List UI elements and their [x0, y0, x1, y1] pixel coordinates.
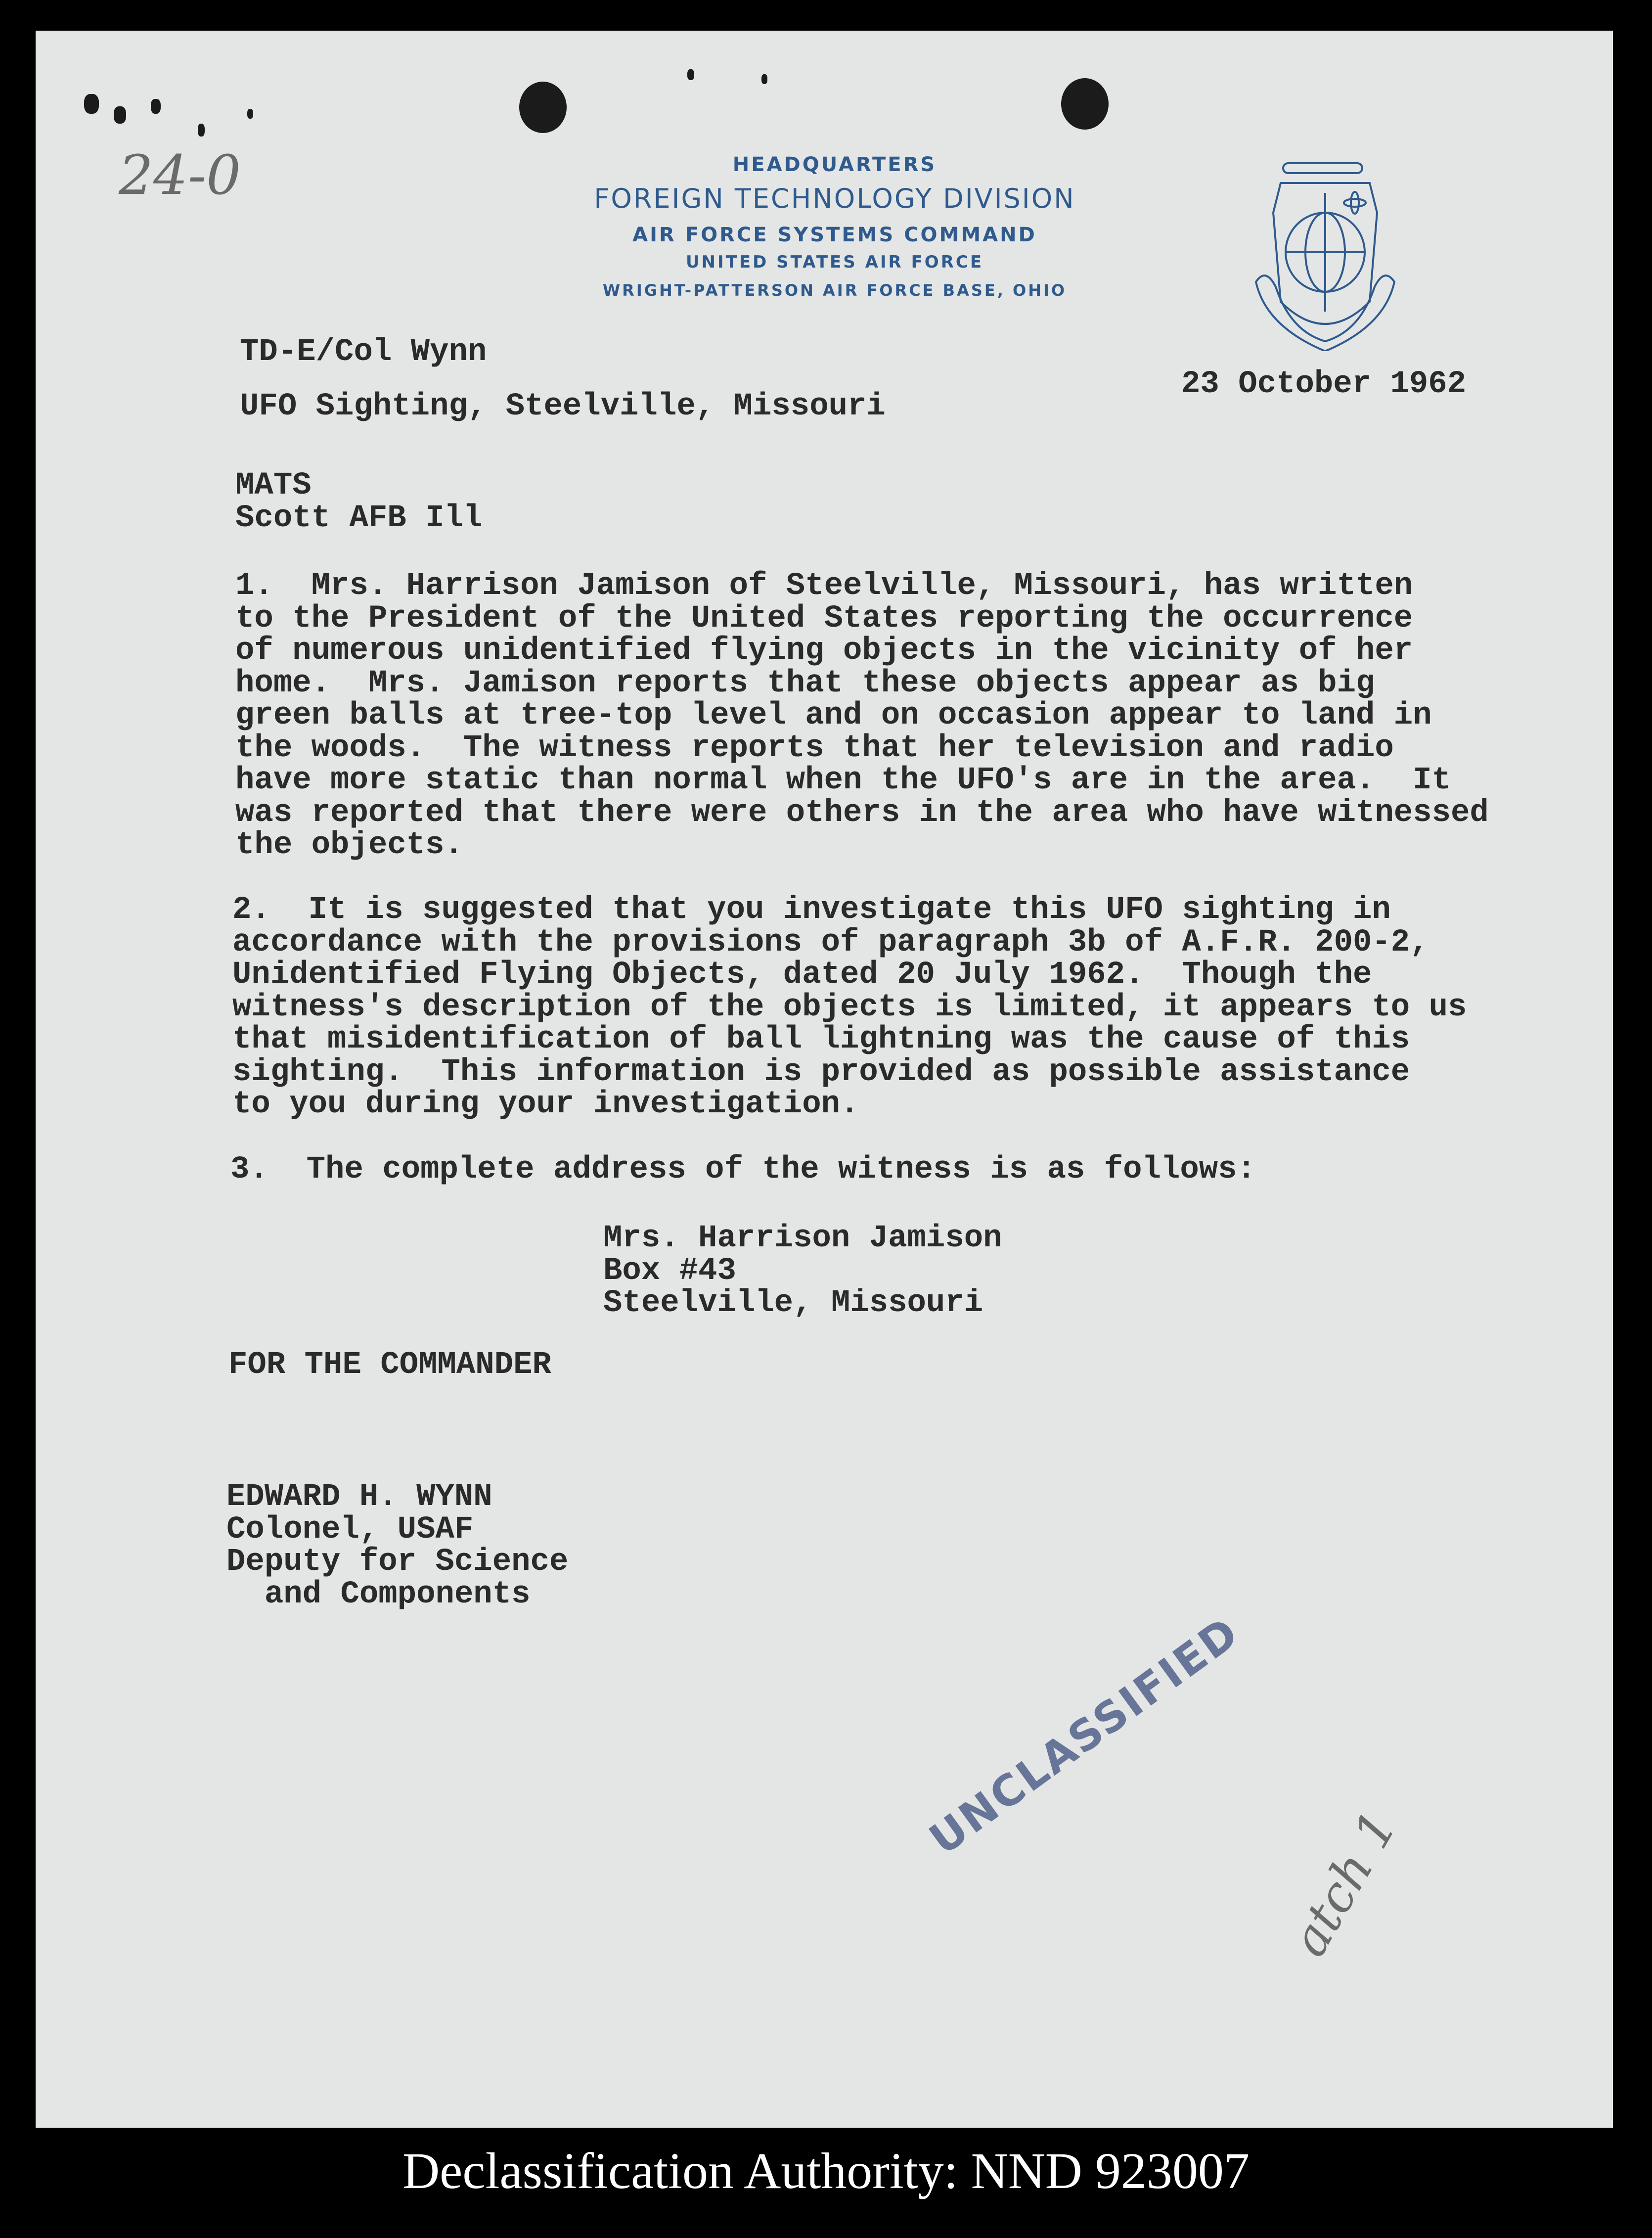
- addressee-line: MATS: [235, 468, 312, 503]
- paper-damage: [151, 99, 161, 114]
- signer-title: Deputy for Science: [226, 1544, 569, 1580]
- signer-rank: Colonel, USAF: [226, 1511, 474, 1548]
- paper-damage: [84, 94, 99, 114]
- addressee: [235, 470, 482, 535]
- text-line: sighting. This information is provided as possible assistance: [232, 1054, 1410, 1090]
- text-line: of numerous unidentified flying objects in the vicinity of her: [235, 633, 1413, 669]
- letter-date: 23 October 1962: [1181, 366, 1467, 402]
- subject-line: UFO Sighting, Steelville, Missouri: [240, 389, 886, 424]
- punch-hole: [519, 82, 567, 133]
- signature-block: [226, 1481, 568, 1611]
- paper-damage: [761, 74, 767, 84]
- text-line: witness's description of the objects is limited, it appears to us: [232, 989, 1467, 1025]
- unclassified-stamp: UNCLASSIFIED: [920, 1607, 1249, 1865]
- paper-damage: [687, 69, 694, 80]
- text-line: to the President of the United States reporting the occurrence: [235, 600, 1413, 637]
- text-line: accordance with the provisions of paragraph 3b of A.F.R. 200-2,: [232, 924, 1429, 960]
- text-line: that misidentification of ball lightning was the cause of this: [232, 1022, 1410, 1057]
- address-line: Mrs. Harrison Jamison: [603, 1221, 1002, 1256]
- addressee-line: Scott AFB Ill: [235, 500, 483, 536]
- ftd-emblem-seal: [1236, 153, 1414, 351]
- text-line: have more static than normal when the UFO's are in the area. It: [235, 763, 1451, 798]
- text-line: the objects.: [235, 827, 463, 863]
- address-line: Steelville, Missouri: [603, 1285, 983, 1321]
- signer-title: and Components: [226, 1576, 531, 1612]
- text-line: home. Mrs. Jamison reports that these objects appear as big: [235, 665, 1375, 701]
- letterhead-command: AIR FORCE SYSTEMS COMMAND: [632, 224, 1037, 246]
- letterhead-division: FOREIGN TECHNOLOGY DIVISION: [594, 183, 1075, 214]
- signer-name: EDWARD H. WYNN: [226, 1479, 492, 1515]
- declassification-caption: Declassification Authority: NND 923007: [402, 2143, 1250, 2199]
- paper-damage: [114, 106, 126, 124]
- paragraph-2: [232, 894, 1467, 1121]
- text-line: was reported that there were others in the area who have witnessed: [235, 795, 1489, 831]
- from-line: TD-E/Col Wynn: [240, 334, 487, 370]
- paper-damage: [247, 109, 253, 119]
- address-line: Box #43: [603, 1253, 736, 1289]
- text-line: 1. Mrs. Harrison Jamison of Steelville, Missouri, has written: [235, 568, 1413, 604]
- witness-address: [603, 1223, 1002, 1320]
- text-line: green balls at tree-top level and on occasion appear to land in: [235, 698, 1432, 733]
- text-line: to you during your investigation.: [232, 1087, 859, 1122]
- closing: FOR THE COMMANDER: [228, 1347, 551, 1383]
- handwritten-attachment-note: atch 1: [1280, 1801, 1408, 1966]
- text-line: 2. It is suggested that you investigate this UFO sighting in: [232, 892, 1391, 928]
- letterhead-usaf: UNITED STATES AIR FORCE: [685, 252, 984, 272]
- text-line: Unidentified Flying Objects, dated 20 July 1962. Though the: [232, 957, 1372, 993]
- letterhead-address: WRIGHT-PATTERSON AIR FORCE BASE, OHIO: [602, 281, 1067, 300]
- paper-damage: [198, 124, 205, 137]
- handwritten-file-mark: 24-0: [119, 143, 241, 207]
- letterhead-headquarters: HEADQUARTERS: [732, 153, 937, 176]
- paragraph-1: [235, 570, 1489, 862]
- paragraph-3: 3. The complete address of the witness is as follows:: [230, 1152, 1256, 1188]
- text-line: the woods. The witness reports that her television and radio: [235, 730, 1394, 766]
- punch-hole: [1061, 78, 1109, 130]
